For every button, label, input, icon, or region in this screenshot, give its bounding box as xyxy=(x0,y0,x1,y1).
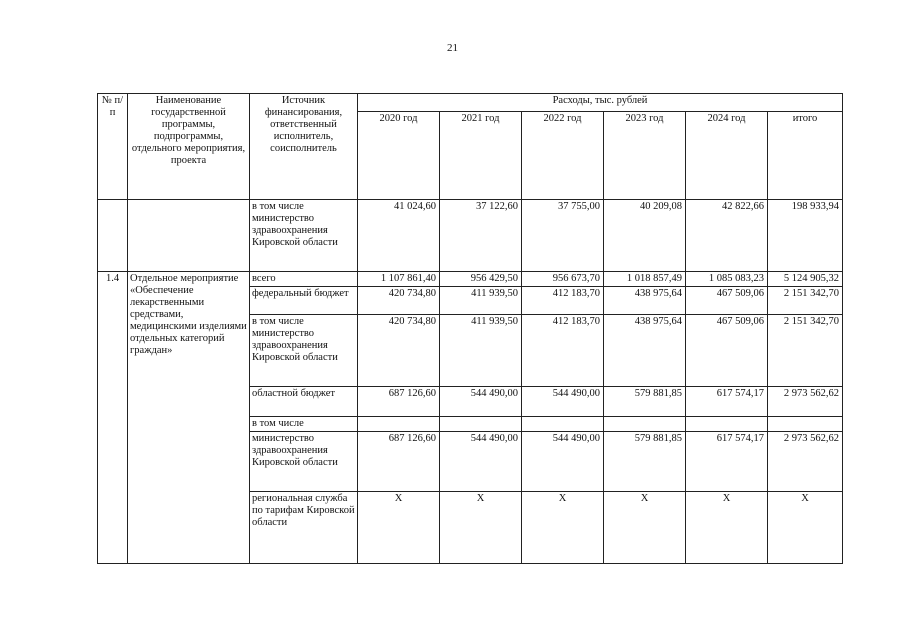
header-expenses: Расходы, тыс. рублей xyxy=(358,94,843,112)
value-cell: 544 490,00 xyxy=(440,387,522,417)
value-cell: 420 734,80 xyxy=(358,315,440,387)
value-cell: 411 939,50 xyxy=(440,315,522,387)
value-cell: 42 822,66 xyxy=(686,200,768,272)
value-cell: Х xyxy=(768,492,843,564)
source-cell: в том числе xyxy=(250,417,358,432)
source-cell: областной бюджет xyxy=(250,387,358,417)
value-cell: 198 933,94 xyxy=(768,200,843,272)
value-cell: 2 151 342,70 xyxy=(768,315,843,387)
value-cell xyxy=(358,417,440,432)
value-cell: Х xyxy=(686,492,768,564)
source-cell: в том числе министерство здравоохранения Кировской области xyxy=(250,315,358,387)
value-cell: 467 509,06 xyxy=(686,287,768,315)
value-cell xyxy=(686,417,768,432)
value-cell: 687 126,60 xyxy=(358,432,440,492)
header-year-2021: 2021 год xyxy=(440,112,522,200)
value-cell: 956 429,50 xyxy=(440,272,522,287)
value-cell xyxy=(604,417,686,432)
value-cell: 2 973 562,62 xyxy=(768,387,843,417)
value-cell: 617 574,17 xyxy=(686,387,768,417)
source-cell: в том числе министерство здравоохранения Кировской области xyxy=(250,200,358,272)
header-name: Наименование государственной программы, подпрограммы, отдельного мероприятия, проекта xyxy=(128,94,250,200)
value-cell: 41 024,60 xyxy=(358,200,440,272)
value-cell: 420 734,80 xyxy=(358,287,440,315)
source-cell: региональная служба по тарифам Кировской области xyxy=(250,492,358,564)
header-source: Источник финансирования, ответственный исполнитель, соисполнитель xyxy=(250,94,358,200)
table-row xyxy=(98,272,843,287)
value-cell: 579 881,85 xyxy=(604,432,686,492)
value-cell: 467 509,06 xyxy=(686,315,768,387)
value-cell xyxy=(440,417,522,432)
value-cell: 579 881,85 xyxy=(604,387,686,417)
value-cell: 2 973 562,62 xyxy=(768,432,843,492)
value-cell: 438 975,64 xyxy=(604,315,686,387)
value-cell: 411 939,50 xyxy=(440,287,522,315)
expenses-table xyxy=(97,93,843,564)
value-cell: 1 085 083,23 xyxy=(686,272,768,287)
value-cell xyxy=(522,417,604,432)
item-name: Отдельное мероприятие «Обеспечение лекарственными средствами, медицинскими изделиями отдельных категорий граждан» xyxy=(128,272,250,564)
value-cell: 412 183,70 xyxy=(522,287,604,315)
page-number: 21 xyxy=(447,42,458,54)
source-cell: федеральный бюджет xyxy=(250,287,358,315)
header-year-2024: 2024 год xyxy=(686,112,768,200)
empty-cell xyxy=(98,200,128,272)
header-year-2023: 2023 год xyxy=(604,112,686,200)
value-cell: Х xyxy=(522,492,604,564)
value-cell: 40 209,08 xyxy=(604,200,686,272)
source-cell: всего xyxy=(250,272,358,287)
value-cell: Х xyxy=(358,492,440,564)
value-cell xyxy=(768,417,843,432)
header-year-2022: 2022 год xyxy=(522,112,604,200)
source-cell: министерство здравоохранения Кировской области xyxy=(250,432,358,492)
header-num: № п/п xyxy=(98,94,128,200)
value-cell: Х xyxy=(604,492,686,564)
value-cell: 544 490,00 xyxy=(522,432,604,492)
value-cell: 37 755,00 xyxy=(522,200,604,272)
header-year-2020: 2020 год xyxy=(358,112,440,200)
value-cell: 617 574,17 xyxy=(686,432,768,492)
value-cell: 37 122,60 xyxy=(440,200,522,272)
value-cell: 956 673,70 xyxy=(522,272,604,287)
value-cell: 412 183,70 xyxy=(522,315,604,387)
value-cell: 544 490,00 xyxy=(440,432,522,492)
header-total: итого xyxy=(768,112,843,200)
value-cell: Х xyxy=(440,492,522,564)
value-cell: 5 124 905,32 xyxy=(768,272,843,287)
empty-cell xyxy=(128,200,250,272)
value-cell: 544 490,00 xyxy=(522,387,604,417)
value-cell: 1 018 857,49 xyxy=(604,272,686,287)
value-cell: 2 151 342,70 xyxy=(768,287,843,315)
table-row xyxy=(98,200,843,272)
value-cell: 438 975,64 xyxy=(604,287,686,315)
value-cell: 1 107 861,40 xyxy=(358,272,440,287)
value-cell: 687 126,60 xyxy=(358,387,440,417)
item-num: 1.4 xyxy=(98,272,128,564)
